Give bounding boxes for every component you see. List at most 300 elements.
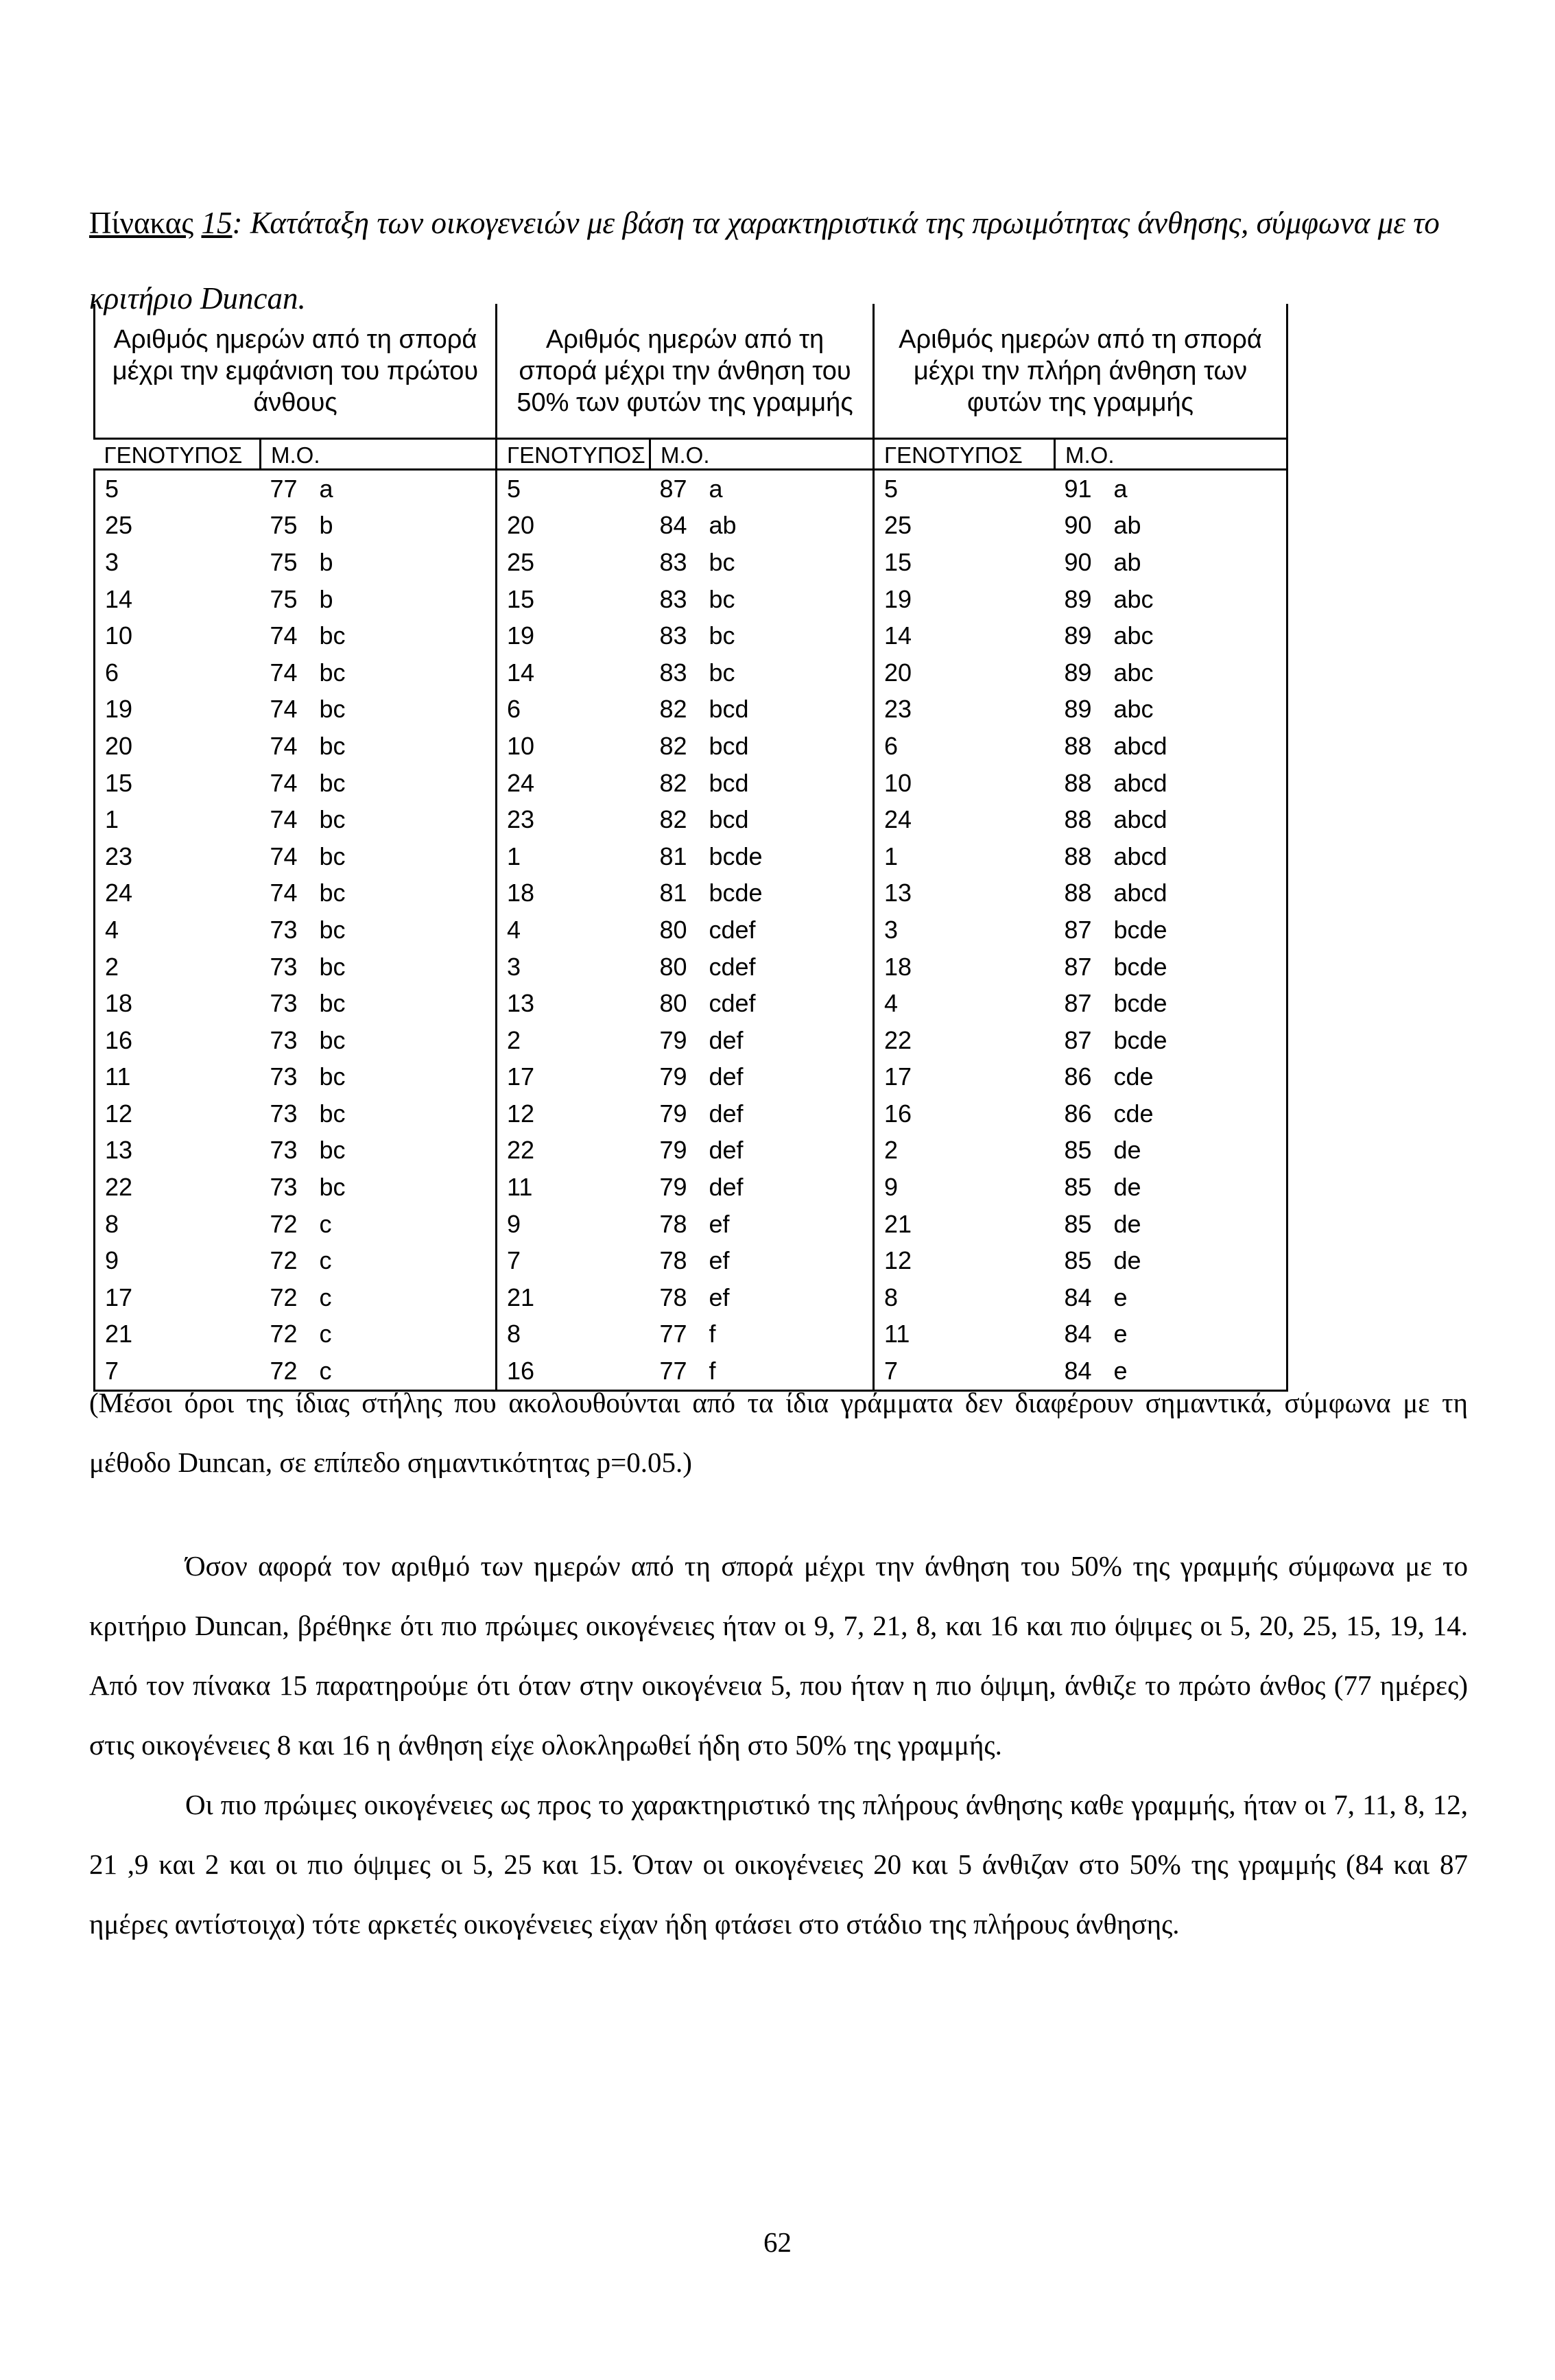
mean-cell — [1055, 765, 1287, 802]
mean-cell — [261, 1169, 497, 1206]
table-row — [95, 1242, 1287, 1279]
duncan-group-letters: de — [1113, 1173, 1141, 1202]
duncan-group-letters: b — [319, 584, 333, 613]
mean-value: 72 — [270, 1246, 298, 1275]
mean-value: 74 — [270, 768, 298, 797]
mean-header-2: Μ.Ο. — [650, 439, 874, 470]
mean-value: 88 — [1064, 805, 1092, 834]
duncan-group-letters: de — [1113, 1209, 1141, 1238]
genotype-cell: 3 — [507, 952, 521, 981]
mean-cell — [650, 1132, 874, 1169]
duncan-group-letters: b — [319, 511, 333, 540]
duncan-group-letters: cdef — [709, 915, 756, 944]
genotype-cell: 6 — [507, 695, 521, 724]
duncan-group-letters: bc — [319, 658, 346, 687]
mean-cell — [261, 765, 497, 802]
mean-value: 79 — [659, 1136, 687, 1165]
duncan-group-letters: abcd — [1113, 768, 1167, 797]
caption-text: : Κατάταξη των οικογενειών με βάση τα χαρακτηριστικά της πρωιμότητας άνθησης, σύμφωνα με το κριτήριο Duncan. — [89, 206, 1440, 316]
mean-value: 73 — [270, 915, 298, 944]
genotype-cell: 15 — [507, 584, 535, 613]
mean-value: 73 — [270, 1136, 298, 1165]
mean-cell — [1055, 838, 1287, 875]
mean-cell — [1055, 1279, 1287, 1316]
mean-value: 74 — [270, 658, 298, 687]
mean-value: 72 — [270, 1283, 298, 1311]
mean-value: 87 — [1064, 952, 1092, 981]
paragraph-2: Οι πιο πρώιμες οικογένειες ως προς το χαρακτηριστικό της πλήρους άνθησης καθε γραμμής, ήταν οι 7, 11, 8, 12, 21 ,9 και 2 και οι πιο όψιμες οι 5, 25 και 15. Όταν οι οικογένειες 20 και 5 άνθιζαν στο 50% της γραμμής (84 και 87 ημέρες αντίστοιχα) τότε αρκετές οικογένειες είχαν ήδη φτάσει στο στάδιο της πλήρους άνθησης. — [89, 1789, 1468, 1940]
mean-cell — [650, 1206, 874, 1243]
mean-cell — [650, 617, 874, 654]
mean-value: 86 — [1064, 1062, 1092, 1091]
mean-cell — [1055, 691, 1287, 728]
duncan-group-letters: e — [1113, 1320, 1128, 1348]
duncan-group-letters: bc — [319, 1099, 346, 1128]
duncan-group-letters: bc — [709, 584, 735, 613]
mean-cell — [261, 508, 497, 545]
mean-cell — [261, 581, 497, 618]
duncan-group-letters: abc — [1113, 584, 1154, 613]
mean-value: 79 — [659, 1099, 687, 1128]
duncan-group-letters: bc — [319, 805, 346, 834]
genotype-cell: 11 — [884, 1320, 910, 1348]
duncan-group-letters: bcd — [709, 805, 749, 834]
mean-value: 81 — [659, 879, 687, 907]
table-row — [95, 1095, 1287, 1132]
genotype-cell: 16 — [95, 1022, 261, 1059]
table-row — [95, 985, 1287, 1022]
mean-cell — [261, 470, 497, 508]
genotype-cell: 10 — [95, 617, 261, 654]
mean-value: 82 — [659, 695, 687, 724]
duncan-group-letters: f — [709, 1357, 716, 1385]
duncan-group-letters: def — [709, 1025, 744, 1054]
genotype-cell: 3 — [95, 544, 261, 581]
duncan-group-letters: ef — [709, 1283, 730, 1311]
mean-cell — [1055, 581, 1287, 618]
duncan-group-letters: bc — [319, 879, 346, 907]
genotype-cell: 14 — [507, 658, 535, 687]
mean-cell — [261, 985, 497, 1022]
caption-label: Πίνακας — [89, 206, 194, 240]
genotype-cell: 22 — [95, 1169, 261, 1206]
mean-cell — [650, 508, 874, 545]
mean-cell — [1055, 1242, 1287, 1279]
genotype-cell: 7 — [874, 1353, 1055, 1390]
genotype-cell: 25 — [95, 508, 261, 545]
duncan-group-letters: def — [709, 1099, 744, 1128]
genotype-cell: 3 — [884, 915, 899, 944]
genotype-cell: 12 — [507, 1099, 535, 1128]
genotype-cell: 19 — [884, 584, 912, 613]
mean-value: 72 — [270, 1209, 298, 1238]
duncan-group-letters: bc — [319, 1062, 346, 1091]
mean-value: 72 — [270, 1357, 298, 1385]
mean-cell — [261, 1206, 497, 1243]
mean-value: 77 — [659, 1320, 687, 1348]
mean-value: 79 — [659, 1025, 687, 1054]
mean-value: 88 — [1064, 879, 1092, 907]
duncan-group-letters: b — [319, 547, 333, 576]
table-row — [95, 1206, 1287, 1243]
mean-cell — [1055, 912, 1287, 949]
mean-cell — [650, 1095, 874, 1132]
genotype-cell: 17 — [884, 1062, 912, 1091]
mean-value: 82 — [659, 731, 687, 760]
genotype-cell: 23 — [884, 695, 912, 724]
mean-cell — [261, 838, 497, 875]
table-row — [95, 654, 1287, 691]
duncan-group-letters: def — [709, 1136, 744, 1165]
mean-cell — [261, 1132, 497, 1169]
mean-value: 73 — [270, 1025, 298, 1054]
mean-cell — [261, 1059, 497, 1096]
mean-cell — [261, 1095, 497, 1132]
genotype-cell: 24 — [507, 768, 535, 797]
genotype-cell: 25 — [884, 511, 912, 540]
mean-value: 87 — [659, 474, 687, 503]
genotype-cell: 7 — [95, 1353, 261, 1390]
genotype-cell: 15 — [95, 765, 261, 802]
duncan-group-letters: bc — [319, 1173, 346, 1202]
genotype-cell: 20 — [95, 728, 261, 765]
mean-cell — [650, 912, 874, 949]
table-row — [95, 912, 1287, 949]
mean-cell — [1055, 1206, 1287, 1243]
mean-value: 74 — [270, 842, 298, 870]
duncan-group-letters: abc — [1113, 658, 1154, 687]
genotype-cell: 23 — [95, 838, 261, 875]
mean-value: 84 — [1064, 1320, 1092, 1348]
table-row — [95, 691, 1287, 728]
mean-cell — [1055, 1316, 1287, 1353]
duncan-group-letters: bc — [319, 842, 346, 870]
genotype-cell: 20 — [884, 658, 912, 687]
group-2-header: Αριθμός ημερών από τη σπορά μέχρι την άνθηση του 50% των φυτών της γραμμής — [497, 304, 874, 439]
genotype-cell: 19 — [507, 621, 535, 650]
mean-cell — [650, 1059, 874, 1096]
mean-cell — [1055, 508, 1287, 545]
genotype-cell: 17 — [95, 1279, 261, 1316]
mean-value: 78 — [659, 1283, 687, 1311]
mean-header-3: Μ.Ο. — [1055, 439, 1287, 470]
mean-value: 87 — [1064, 989, 1092, 1018]
mean-value: 88 — [1064, 731, 1092, 760]
mean-cell — [1055, 949, 1287, 986]
genotype-cell: 13 — [507, 989, 535, 1018]
duncan-group-letters: bc — [319, 1025, 346, 1054]
mean-cell — [261, 949, 497, 986]
mean-cell — [650, 949, 874, 986]
genotype-cell: 8 — [884, 1283, 899, 1311]
duncan-group-letters: bc — [319, 695, 346, 724]
mean-cell — [650, 801, 874, 838]
duncan-group-letters: ab — [1113, 511, 1141, 540]
mean-value: 89 — [1064, 621, 1092, 650]
mean-cell — [261, 912, 497, 949]
mean-value: 74 — [270, 731, 298, 760]
mean-cell — [1055, 875, 1287, 912]
mean-cell — [650, 1242, 874, 1279]
genotype-cell: 5 — [95, 470, 261, 508]
duncan-group-letters: def — [709, 1062, 744, 1091]
duncan-group-letters: c — [319, 1246, 332, 1275]
genotype-cell: 16 — [884, 1099, 912, 1128]
mean-value: 86 — [1064, 1099, 1092, 1128]
genotype-cell: 4 — [507, 915, 521, 944]
duncan-group-letters: bc — [709, 621, 735, 650]
mean-value: 87 — [1064, 1025, 1092, 1054]
page-number: 62 — [763, 2226, 792, 2258]
duncan-group-letters: bcd — [709, 695, 749, 724]
mean-cell — [650, 985, 874, 1022]
mean-value: 85 — [1064, 1136, 1092, 1165]
duncan-group-letters: bcd — [709, 768, 749, 797]
mean-cell — [650, 654, 874, 691]
table-row — [95, 728, 1287, 765]
paragraph-1: Όσον αφορά τον αριθμό των ημερών από τη σπορά μέχρι την άνθηση του 50% της γραμμής σύμφωνα με το κριτήριο Duncan, βρέθηκε ότι πιο πρώιμες οικογένειες ήταν οι 9, 7, 21, 8, και 16 και πιο όψιμες οι 5, 20, 25, 15, 19, 14. Από τον πίνακα 15 παρατηρούμε ότι όταν στην οικογένεια 5, που ήταν η πιο όψιμη, άνθιζε το πρώτο άνθος (77 ημέρες) στις οικογένειες 8 και 16 η άνθηση είχε ολοκληρωθεί ήδη στο 50% της γραμμής. — [89, 1550, 1468, 1761]
body-text — [89, 1536, 1468, 1954]
genotype-cell: 20 — [507, 511, 535, 540]
table-footnote: (Μέσοι όροι της ίδιας στήλης που ακολουθούνται από τα ίδια γράμματα δεν διαφέρουν σημαντικά, σύμφωνα με τη μέθοδο Duncan, σε επίπεδο σημαντικότητας p=0.05.) — [89, 1387, 1468, 1478]
mean-cell — [261, 544, 497, 581]
genotype-cell: 8 — [95, 1206, 261, 1243]
duncan-group-letters: bcde — [709, 879, 763, 907]
mean-value: 74 — [270, 879, 298, 907]
duncan-group-letters: cdef — [709, 952, 756, 981]
duncan-group-letters: abc — [1113, 695, 1154, 724]
genotype-cell: 21 — [507, 1283, 535, 1311]
mean-value: 88 — [1064, 768, 1092, 797]
mean-value: 74 — [270, 695, 298, 724]
mean-value: 89 — [1064, 695, 1092, 724]
table-row — [95, 508, 1287, 545]
genotype-cell: 14 — [884, 621, 912, 650]
mean-value: 74 — [270, 805, 298, 834]
duncan-group-letters: bc — [709, 547, 735, 576]
duncan-group-letters: de — [1113, 1136, 1141, 1165]
group-1-header: Αριθμός ημερών από τη σπορά μέχρι την εμφάνιση του πρώτου άνθους — [95, 304, 497, 439]
genotype-cell: 9 — [507, 1209, 521, 1238]
genotype-cell: 17 — [507, 1062, 535, 1091]
mean-cell — [650, 581, 874, 618]
mean-cell — [650, 1169, 874, 1206]
genotype-cell: 19 — [95, 691, 261, 728]
genotype-cell: 2 — [507, 1025, 521, 1054]
duncan-group-letters: abcd — [1113, 842, 1167, 870]
table-row — [95, 1316, 1287, 1353]
mean-cell — [261, 654, 497, 691]
genotype-cell: 15 — [884, 547, 912, 576]
mean-value: 91 — [1064, 474, 1092, 503]
mean-cell — [261, 617, 497, 654]
mean-value: 87 — [1064, 915, 1092, 944]
mean-cell — [650, 1022, 874, 1059]
mean-cell — [650, 691, 874, 728]
genotype-cell: 16 — [497, 1353, 650, 1390]
mean-cell — [650, 1279, 874, 1316]
table-row — [95, 1059, 1287, 1096]
mean-value: 73 — [270, 952, 298, 981]
mean-cell — [1055, 1132, 1287, 1169]
table-row — [95, 1132, 1287, 1169]
duncan-group-letters: a — [1113, 474, 1128, 503]
table-row — [95, 765, 1287, 802]
mean-value: 89 — [1064, 658, 1092, 687]
genotype-header-3: ΓΕΝΟΤΥΠΟΣ — [874, 439, 1055, 470]
mean-value: 83 — [659, 658, 687, 687]
genotype-cell: 4 — [884, 989, 899, 1018]
duncan-group-letters: bc — [319, 1136, 346, 1165]
duncan-group-letters: bc — [709, 658, 735, 687]
duncan-group-letters: bcde — [1113, 952, 1167, 981]
mean-cell — [1055, 1059, 1287, 1096]
duncan-group-letters: a — [709, 474, 723, 503]
mean-value: 80 — [659, 915, 687, 944]
genotype-cell: 21 — [884, 1209, 912, 1238]
mean-cell — [1055, 1169, 1287, 1206]
duncan-group-letters: e — [1113, 1283, 1128, 1311]
mean-value: 79 — [659, 1062, 687, 1091]
mean-value: 79 — [659, 1173, 687, 1202]
mean-value: 77 — [270, 474, 298, 503]
table-row — [95, 801, 1287, 838]
mean-value: 83 — [659, 584, 687, 613]
mean-cell — [1055, 801, 1287, 838]
mean-value: 72 — [270, 1320, 298, 1348]
mean-value: 78 — [659, 1209, 687, 1238]
genotype-cell: 18 — [507, 879, 535, 907]
mean-value: 82 — [659, 805, 687, 834]
duncan-group-letters: bc — [319, 768, 346, 797]
table-row — [95, 1022, 1287, 1059]
genotype-cell: 10 — [884, 768, 912, 797]
mean-cell — [1055, 1095, 1287, 1132]
duncan-group-letters: c — [319, 1209, 332, 1238]
duncan-group-letters: c — [319, 1320, 332, 1348]
genotype-cell: 13 — [884, 879, 912, 907]
mean-cell — [261, 1279, 497, 1316]
mean-cell — [261, 875, 497, 912]
mean-value: 90 — [1064, 547, 1092, 576]
duncan-ranking-table — [93, 304, 1288, 1392]
mean-cell — [1055, 1022, 1287, 1059]
mean-value: 84 — [1064, 1357, 1092, 1385]
mean-cell — [1055, 544, 1287, 581]
mean-value: 73 — [270, 1099, 298, 1128]
mean-value: 88 — [1064, 842, 1092, 870]
mean-cell — [650, 544, 874, 581]
mean-value: 83 — [659, 547, 687, 576]
genotype-cell: 8 — [507, 1320, 521, 1348]
genotype-cell: 25 — [507, 547, 535, 576]
duncan-group-letters: abcd — [1113, 731, 1167, 760]
genotype-cell: 9 — [95, 1242, 261, 1279]
mean-cell — [1055, 654, 1287, 691]
mean-value: 84 — [1064, 1283, 1092, 1311]
duncan-group-letters: bcde — [1113, 989, 1167, 1018]
genotype-cell: 4 — [95, 912, 261, 949]
mean-cell — [261, 728, 497, 765]
genotype-cell: 22 — [884, 1025, 912, 1054]
mean-value: 85 — [1064, 1173, 1092, 1202]
table-row — [95, 949, 1287, 986]
mean-cell — [261, 1316, 497, 1353]
genotype-cell: 11 — [95, 1059, 261, 1096]
duncan-group-letters: ef — [709, 1209, 730, 1238]
duncan-group-letters: f — [709, 1320, 716, 1348]
genotype-cell: 5 — [884, 474, 899, 503]
duncan-group-letters: ab — [709, 511, 737, 540]
genotype-cell: 6 — [884, 731, 899, 760]
mean-value: 73 — [270, 989, 298, 1018]
genotype-cell: 6 — [95, 654, 261, 691]
mean-cell — [1055, 728, 1287, 765]
mean-cell — [1055, 985, 1287, 1022]
mean-value: 84 — [659, 511, 687, 540]
mean-value: 83 — [659, 621, 687, 650]
mean-value: 80 — [659, 952, 687, 981]
genotype-cell: 18 — [884, 952, 912, 981]
genotype-cell: 14 — [95, 581, 261, 618]
mean-cell — [261, 1242, 497, 1279]
genotype-cell: 9 — [884, 1173, 899, 1202]
genotype-cell: 1 — [884, 842, 899, 870]
duncan-group-letters: ab — [1113, 547, 1141, 576]
duncan-group-letters: abcd — [1113, 879, 1167, 907]
genotype-cell: 5 — [507, 474, 521, 503]
mean-value: 75 — [270, 584, 298, 613]
duncan-group-letters: cde — [1113, 1062, 1154, 1091]
genotype-cell: 10 — [507, 731, 535, 760]
duncan-group-letters: def — [709, 1173, 744, 1202]
genotype-cell: 22 — [507, 1136, 535, 1165]
genotype-cell: 24 — [95, 875, 261, 912]
duncan-group-letters: c — [319, 1357, 332, 1385]
table-row — [95, 544, 1287, 581]
table-row — [95, 581, 1287, 618]
mean-value: 82 — [659, 768, 687, 797]
mean-value: 78 — [659, 1246, 687, 1275]
genotype-cell: 18 — [95, 985, 261, 1022]
mean-value: 85 — [1064, 1246, 1092, 1275]
mean-value: 75 — [270, 511, 298, 540]
mean-value: 89 — [1064, 584, 1092, 613]
duncan-group-letters: bcd — [709, 731, 749, 760]
mean-value: 75 — [270, 547, 298, 576]
genotype-header-1: ΓΕΝΟΤΥΠΟΣ — [95, 439, 261, 470]
duncan-group-letters: bcde — [1113, 1025, 1167, 1054]
caption-number: 15 — [201, 206, 233, 240]
mean-value: 90 — [1064, 511, 1092, 540]
mean-value: 73 — [270, 1062, 298, 1091]
mean-value: 81 — [659, 842, 687, 870]
table-row — [95, 1279, 1287, 1316]
table-row — [95, 875, 1287, 912]
mean-header-1: Μ.Ο. — [261, 439, 497, 470]
duncan-group-letters: ef — [709, 1246, 730, 1275]
genotype-cell: 2 — [884, 1136, 899, 1165]
mean-value: 74 — [270, 621, 298, 650]
duncan-group-letters: c — [319, 1283, 332, 1311]
genotype-cell: 11 — [507, 1173, 533, 1202]
mean-cell — [650, 838, 874, 875]
mean-value: 85 — [1064, 1209, 1092, 1238]
genotype-cell: 13 — [95, 1132, 261, 1169]
duncan-group-letters: cde — [1113, 1099, 1154, 1128]
duncan-group-letters: bcde — [1113, 915, 1167, 944]
mean-cell — [261, 691, 497, 728]
